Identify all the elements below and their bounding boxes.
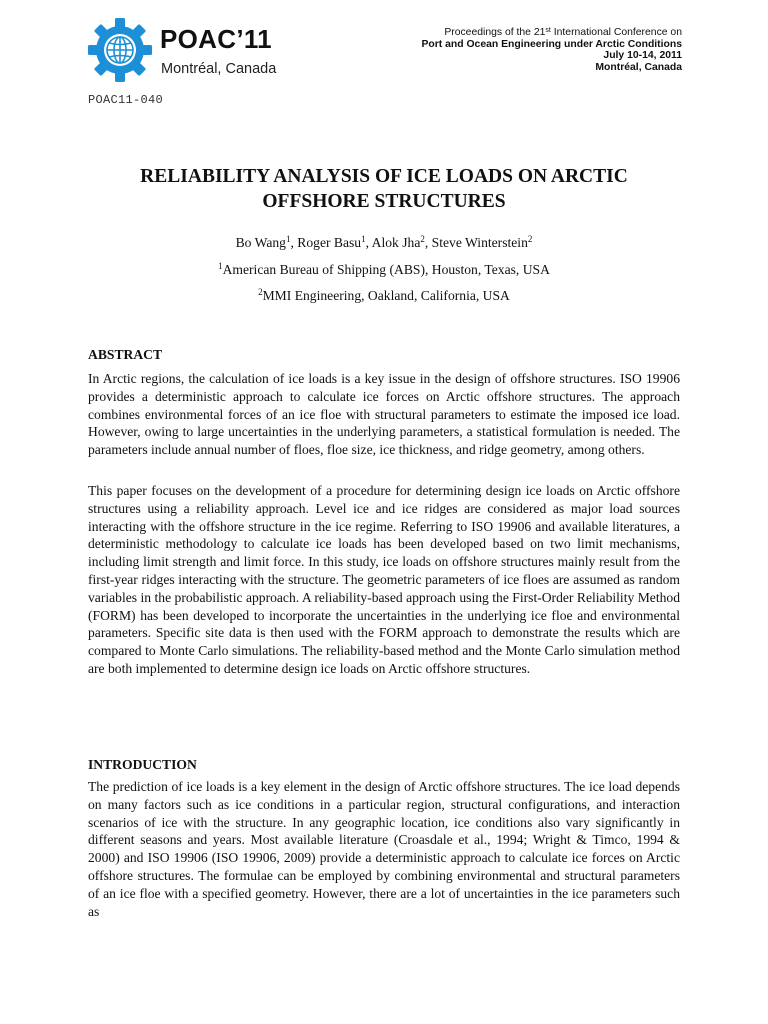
conference-city: Montréal, Canada [161, 61, 277, 77]
author-name: Alok Jha [371, 235, 421, 250]
proceedings-dates: July 10-14, 2011 [603, 50, 682, 62]
affiliation-text: American Bureau of Shipping (ABS), Houston, Texas, USA [222, 262, 550, 277]
paper-title [86, 164, 682, 214]
abstract-heading: ABSTRACT [88, 347, 163, 362]
author-affil-mark: 1 [285, 234, 291, 244]
proceedings-line-1 [421, 27, 682, 39]
affiliation-mark: 2 [258, 287, 263, 297]
affiliation-2 [86, 287, 682, 305]
author-affil-mark: 1 [361, 234, 366, 244]
author-name: Bo Wang [235, 235, 286, 250]
proceedings-suffix: International Conference on [550, 27, 682, 38]
affiliation-1 [86, 261, 682, 279]
abstract-paragraph-1: In Arctic regions, the calculation of ice loads is a key issue in the design of offshore structures. ISO 19906 provides a deterministic approach to calculate ice forces on Arctic offshore structures. The approach combines environmental forces of an ice floe with structural parameters to estimate the imposed ice load. However, owing to large uncertainties in the underlying parameters, a statistical formulation is needed. The parameters include annual number of floes, floe size, ice thickness, and ridge geometry, among others. [88, 371, 680, 458]
proceedings-prefix: Proceedings of the 21 [444, 27, 546, 38]
paper-title-line-1: RELIABILITY ANALYSIS OF ICE LOADS ON ARCTIC [140, 166, 628, 187]
conference-brand: POAC’11 [160, 24, 272, 54]
proceedings-location: Montréal, Canada [595, 61, 682, 73]
paper-id: POAC11-040 [88, 93, 164, 107]
paper-title-line-2: OFFSHORE STRUCTURES [262, 191, 506, 212]
author-name: Roger Basu [297, 235, 362, 250]
author-affil-mark: 2 [527, 234, 533, 244]
proceedings-line-2: Port and Ocean Engineering under Arctic Conditions [421, 38, 682, 50]
introduction-paragraph: The prediction of ice loads is a key element in the design of Arctic offshore structures. The ice load depends on many factors such as ice conditions in a particular region, structural configurations, and interaction scenarios of ice with the structure. In any geographic location, ice conditions also vary significantly in different seasons and years. Most available literature (Croasdale et al., 1994; Wright & Timco, 1994 & 2000) and ISO 19906 (ISO 19906, 2009) provide a deterministic approach to calculate ice forces on Arctic offshore structures. The formulae can be employed by combining environmental and structural parameters of an ice floe with a specified geometry. However, there are a lot of uncertainties in the ice parameters such as [88, 779, 680, 919]
proceedings-ordinal: st [545, 27, 551, 34]
introduction-heading: INTRODUCTION [88, 757, 197, 772]
author-list: Bo Wang$^1$, Roger Basu$^1$, Alok Jha$^2$, Steve Winterstein$^2$ [235, 234, 533, 250]
abstract-paragraph-2: This paper focuses on the development of a procedure for determining design ice loads on Arctic offshore structures using a reliability approach. Level ice and ice ridges are considered as major load sources interacting with the offshore structure in the ice regime. Referring to ISO 19906 and available literatures, a deterministic methodology to calculate ice loads has been developed based on two limit mechanisms, including limit strength and limit force. In this study, ice loads on offshore structures mainly result from the first-year ridges interacting with the structure. The geometric parameters of ice floes are assumed as random variables in the probabilistic approach. A reliability-based approach using the First-Order Reliability Method (FORM) has been developed to incorporate the uncertainties in the underlying ice floe and environmental parameters. Specific site data is then used with the FORM approach to demonstrate the results which are compared to Monte Carlo simulations. The reliability-based method and the Monte Carlo simulation method are both implemented to determine design ice loads on Arctic offshore structures. [88, 483, 680, 676]
proceedings-info [421, 27, 682, 73]
author-name: Steve Winterstein [431, 235, 528, 250]
affiliation-text: MMI Engineering, Oakland, California, USA [262, 288, 510, 303]
poac-gear-globe-logo-icon [86, 16, 154, 84]
affiliation-mark: 1 [218, 261, 223, 271]
author-affil-mark: 2 [420, 234, 425, 244]
